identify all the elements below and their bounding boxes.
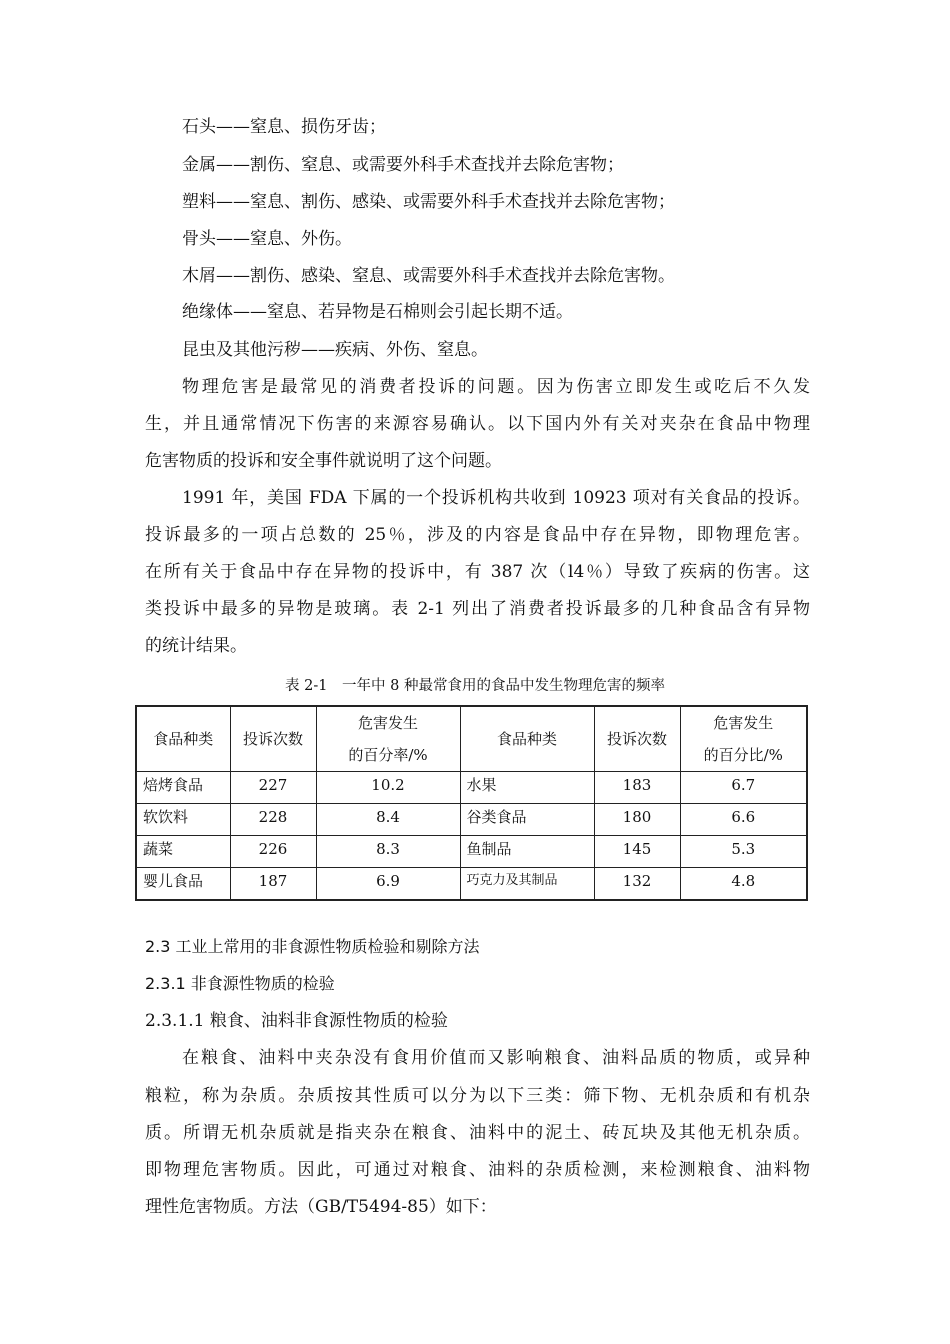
table-header-row <box>136 706 807 772</box>
cell-rate: 6.6 <box>680 804 807 836</box>
cell-food: 软饮料 <box>136 804 230 836</box>
cell-rate: 5.3 <box>680 836 807 868</box>
hazard-item-insects: 昆虫及其他污秽——疾病、外伤、窒息。 <box>182 340 488 360</box>
paragraph-line: 在所有关于食品中存在异物的投诉中，有 387 次（l4％）导致了疾病的伤害。这 <box>145 562 810 582</box>
paragraph-line: 物理危害是最常见的消费者投诉的问题。因为伤害立即发生或吃后不久发 <box>182 377 810 397</box>
cell-rate: 8.4 <box>316 804 460 836</box>
cell-rate: 4.8 <box>680 868 807 900</box>
paragraph-line: 危害物质的投诉和安全事件就说明了这个问题。 <box>145 451 502 471</box>
hazard-item-plastic: 塑料——窒息、割伤、感染、或需要外科手术查找并去除危害物； <box>182 192 675 212</box>
paragraph-line: 即物理危害物质。因此，可通过对粮食、油料的杂质检测，来检测粮食、油料物 <box>145 1160 810 1180</box>
header-hazard-rate <box>316 706 460 772</box>
cell-count: 132 <box>594 868 680 900</box>
cell-count: 226 <box>230 836 316 868</box>
cell-food: 水果 <box>460 772 594 804</box>
table-row <box>136 868 807 900</box>
header-food-type: 食品种类 <box>136 706 230 772</box>
cell-rate: 10.2 <box>316 772 460 804</box>
paragraph-line: 1991 年，美国 FDA 下属的一个投诉机构共收到 10923 项对有关食品的投诉。 <box>182 488 810 508</box>
cell-rate: 6.7 <box>680 772 807 804</box>
header-hazard-rate-line1: 危害发生 <box>357 714 418 732</box>
paragraph-line: 类投诉中最多的异物是玻璃。表 2-1 列出了消费者投诉最多的几种食品含有异物 <box>145 599 810 619</box>
hazard-item-insulator: 绝缘体——窒息、若异物是石棉则会引起长期不适。 <box>182 302 573 322</box>
paragraph-line: 的统计结果。 <box>145 636 247 656</box>
section-heading-2-3-1-1: 2.3.1.1 粮食、油料非食源性物质的检验 <box>145 1011 448 1031</box>
hazard-item-stone: 石头——窒息、损伤牙齿； <box>182 117 386 137</box>
cell-food: 蔬菜 <box>136 836 230 868</box>
cell-food: 鱼制品 <box>460 836 594 868</box>
table-row <box>136 836 807 868</box>
paragraph-line: 质。所谓无机杂质就是指夹杂在粮食、油料中的泥土、砖瓦块及其他无机杂质。 <box>145 1123 810 1143</box>
paragraph-line: 在粮食、油料中夹杂没有食用价值而又影响粮食、油料品质的物质，或异种 <box>182 1048 810 1068</box>
cell-rate: 6.9 <box>316 868 460 900</box>
header-complaints: 投诉次数 <box>230 706 316 772</box>
cell-food: 谷类食品 <box>460 804 594 836</box>
cell-count: 145 <box>594 836 680 868</box>
cell-food: 巧克力及其制品 <box>460 868 594 900</box>
paragraph-line: 投诉最多的一项占总数的 25％，涉及的内容是食品中存在异物，即物理危害。 <box>145 525 810 545</box>
hazard-item-bone: 骨头——窒息、外伤。 <box>182 229 352 249</box>
cell-count: 180 <box>594 804 680 836</box>
cell-count: 228 <box>230 804 316 836</box>
cell-count: 227 <box>230 772 316 804</box>
cell-food: 婴儿食品 <box>136 868 230 900</box>
header-hazard-percent <box>680 706 807 772</box>
table-caption: 表 2-1 一年中 8 种最常食用的食品中发生物理危害的频率 <box>285 678 665 694</box>
section-heading-2-3-1: 2.3.1 非食源性物质的检验 <box>145 974 335 993</box>
table-row <box>136 804 807 836</box>
cell-count: 183 <box>594 772 680 804</box>
section-heading-2-3: 2.3 工业上常用的非食源性物质检验和剔除方法 <box>145 937 480 956</box>
header-hazard-percent-line1: 危害发生 <box>713 714 774 732</box>
cell-count: 187 <box>230 868 316 900</box>
cell-food: 焙烤食品 <box>136 772 230 804</box>
hazard-frequency-table <box>135 705 808 901</box>
header-hazard-percent-line2: 的百分比/% <box>703 746 783 764</box>
header-food-type: 食品种类 <box>460 706 594 772</box>
hazard-item-wood: 木屑——割伤、感染、窒息、或需要外科手术查找并去除危害物。 <box>182 266 675 286</box>
paragraph-line: 理性危害物质。方法（GB/T5494-85）如下： <box>145 1197 497 1217</box>
header-complaints: 投诉次数 <box>594 706 680 772</box>
cell-rate: 8.3 <box>316 836 460 868</box>
paragraph-line: 生，并且通常情况下伤害的来源容易确认。以下国内外有关对夹杂在食品中物理 <box>145 414 810 434</box>
hazard-item-metal: 金属——割伤、窒息、或需要外科手术查找并去除危害物； <box>182 155 624 175</box>
table-row <box>136 772 807 804</box>
header-hazard-rate-line2: 的百分率/% <box>348 746 428 764</box>
paragraph-line: 粮粒，称为杂质。杂质按其性质可以分为以下三类：筛下物、无机杂质和有机杂 <box>145 1086 810 1106</box>
